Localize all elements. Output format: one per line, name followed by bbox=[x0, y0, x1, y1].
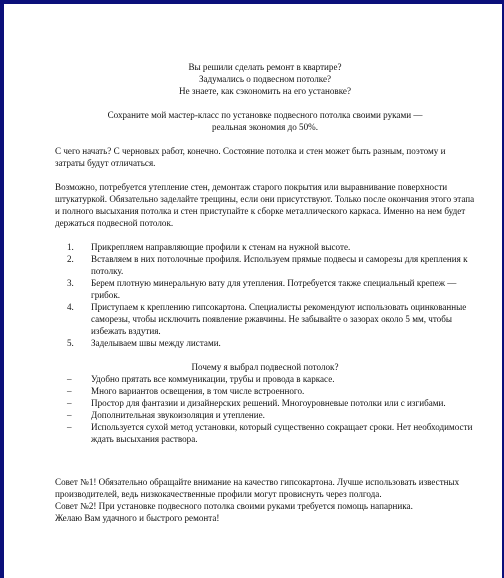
step-text: Вставляем в них потолочные профиля. Используем прямые подвесы и саморезы для крепления к потолку. bbox=[91, 254, 468, 276]
step-number: 1. bbox=[67, 242, 74, 252]
step-number: 3. bbox=[67, 278, 74, 288]
reason-text: Простор для фантазии и дизайнерских решений. Многоуровневые потолки или с изгибами. bbox=[91, 398, 446, 408]
list-item bbox=[55, 409, 475, 421]
reason-text: Используется сухой метод установки, который существенно сокращает сроки. Нет необходимости ждать высыхания раствора. bbox=[91, 422, 473, 444]
offer-line-2: реальная экономия до 50%. bbox=[212, 122, 318, 132]
list-item bbox=[55, 373, 475, 385]
step-number: 5. bbox=[67, 338, 74, 348]
step-text: Приступаем к креплению гипсокартона. Специалисты рекомендуют использовать оцинкованные саморезы, чтобы исключить появление ржавчины. Не забывайте о зазорах около 5 мм, чтобы избежать вздутия. bbox=[91, 302, 467, 336]
tips-block bbox=[55, 476, 475, 524]
list-item bbox=[55, 241, 475, 253]
list-item bbox=[55, 397, 475, 409]
paragraph-start: С чего начать? С черновых работ, конечно. Состояние потолка и стен может быть разным, поэтому и затраты будут отличаться. bbox=[55, 146, 446, 168]
steps-list bbox=[55, 241, 475, 349]
list-item bbox=[55, 301, 475, 337]
document-body bbox=[55, 61, 475, 445]
tip-1: Совет №1! Обязательно обращайте внимание на качество гипсокартона. Лучше использовать известных производителей, ведь низкокачественные профили могут провиснуть через полгода. bbox=[55, 477, 460, 499]
list-item bbox=[55, 253, 475, 277]
list-item bbox=[55, 421, 475, 445]
step-number: 2. bbox=[67, 254, 74, 264]
dash-marker: – bbox=[67, 386, 72, 396]
reason-text: Много вариантов освещения, в том числе встроенного. bbox=[91, 386, 305, 396]
reason-text: Дополнительная звукоизоляция и утепление. bbox=[91, 410, 265, 420]
step-text: Берем плотную минеральную вату для утепления. Потребуется также специальный крепеж — грибок. bbox=[91, 278, 457, 300]
offer-block bbox=[55, 109, 475, 133]
dash-marker: – bbox=[67, 422, 72, 432]
intro-line-2: Задумались о подвесном потолке? bbox=[198, 74, 332, 84]
step-number: 4. bbox=[67, 302, 74, 312]
step-text: Заделываем швы между листами. bbox=[91, 338, 221, 348]
reason-text: Удобно прятать все коммуникации, трубы и провода в каркасе. bbox=[91, 374, 335, 384]
intro-block bbox=[55, 61, 475, 97]
tip-2: Совет №2! При установке подвесного потолка своими руками требуется помощь напарника. bbox=[55, 501, 413, 511]
list-item bbox=[55, 337, 475, 349]
dash-marker: – bbox=[67, 374, 72, 384]
reasons-list bbox=[55, 373, 475, 445]
intro-line-1: Вы решили сделать ремонт в квартире? bbox=[188, 62, 342, 72]
dash-marker: – bbox=[67, 410, 72, 420]
closing-line: Желаю Вам удачного и быстрого ремонта! bbox=[55, 513, 220, 523]
offer-line-1: Сохраните мой мастер-класс по установке подвесного потолка своими руками — bbox=[107, 110, 423, 120]
list-item bbox=[55, 277, 475, 301]
list-item bbox=[55, 385, 475, 397]
step-text: Прикрепляем направляющие профили к стенам на нужной высоте. bbox=[91, 242, 351, 252]
dash-marker: – bbox=[67, 398, 72, 408]
why-heading: Почему я выбрал подвесной потолок? bbox=[191, 362, 339, 372]
intro-line-3: Не знаете, как сэкономить на его установке? bbox=[179, 86, 351, 96]
paragraph-preparation: Возможно, потребуется утепление стен, демонтаж старого покрытия или выравнивание поверхности штукатуркой. Обязательно заделайте трещины, если они присутствуют. Только после окончания этого этапа и полного высыхания потолка и стен приступайте к сборке металлического каркаса. Именно на нем будет держаться подвесной потолок. bbox=[55, 182, 475, 228]
